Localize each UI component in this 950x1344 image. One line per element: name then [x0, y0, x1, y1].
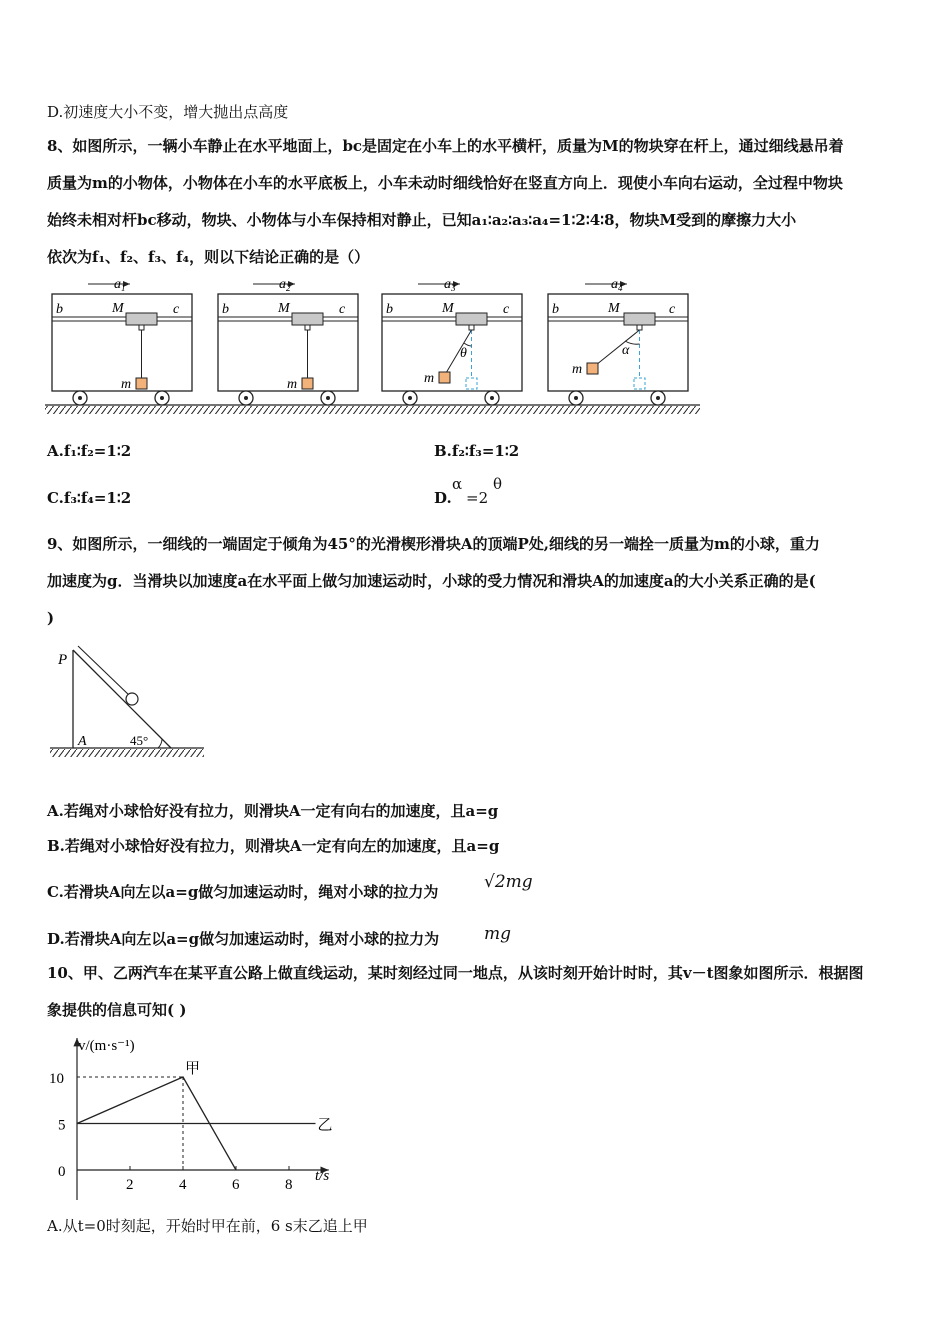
label-M: M — [278, 301, 290, 316]
y-tick-label-5: 5 — [58, 1117, 66, 1134]
label-A: A — [78, 734, 87, 749]
q8-option-d-alpha: α — [452, 475, 463, 493]
label-theta: θ — [460, 346, 467, 361]
q9-line-3: ) — [47, 609, 55, 627]
q10-line-1: 10、甲、乙两汽车在某平直公路上做直线运动，某时刻经过同一地点，从该时刻开始计时时，其v－t图象如图所示．根据图 — [47, 964, 864, 982]
accel-label-a2: $a_2$ — [279, 277, 291, 293]
q8-line-2: 质量为m的小物体，小物体在小车的水平底板上，小车未动时细线恰好在竖直方向上．现使小车向右运动，全过程中物块 — [47, 174, 843, 192]
q8-option-d-theta: θ — [493, 475, 503, 493]
series-label-jia: 甲 — [185, 1061, 201, 1077]
q8-line-3: 始终未相对杆bc移动，物块、小物体与小车保持相对静止，已知a₁∶a₂∶a₃∶a₄=1∶2∶4∶8，物块M受到的摩擦力大小 — [47, 211, 797, 229]
y-tick-label-10: 10 — [49, 1071, 64, 1087]
x-tick-label-8: 8 — [285, 1177, 293, 1193]
q8-option-c: C.f₃∶f₄=1∶2 — [47, 489, 132, 507]
accel-label-a1: $a_1$ — [114, 277, 126, 293]
label-m: m — [287, 377, 298, 392]
label-M: M — [112, 301, 124, 316]
q8-option-a: A.f₁∶f₂=1∶2 — [47, 442, 132, 460]
q9-line-2: 加速度为g．当滑块以加速度a在水平面上做匀加速运动时，小球的受力情况和滑块A的加速度a的大小关系正确的是( — [47, 572, 816, 590]
q10-line-2: 象提供的信息可知( ) — [47, 1001, 187, 1019]
label-c: c — [339, 302, 346, 317]
cart-1 — [52, 277, 192, 405]
q10-option-a: A.从t=0时刻起，开始时甲在前，6 s末乙追上甲 — [47, 1217, 368, 1235]
cart-2 — [218, 277, 358, 405]
accel-label-a4: $a_4$ — [611, 277, 623, 293]
q9-line-1: 9、如图所示，一细线的一端固定于倾角为45°的光滑楔形滑块A的顶端P处,细线的另一端拴一质量为m的小球，重力 — [47, 535, 820, 553]
label-alpha: α — [622, 343, 630, 358]
accel-label-a3: $a_3$ — [444, 277, 456, 293]
q9-option-c-expr: √2mg — [484, 872, 533, 892]
q9-option-d-expr: mg — [484, 924, 512, 944]
x-tick-label-2: 2 — [126, 1177, 134, 1193]
q8-option-d-prefix: D. — [434, 489, 452, 507]
series-label-yi: 乙 — [317, 1117, 333, 1134]
q8-line-4: 依次为f₁、f₂、f₃、f₄，则以下结论正确的是（） — [47, 248, 370, 266]
q9-option-b: B.若绳对小球恰好没有拉力，则滑块A一定有向左的加速度，且a=g — [47, 837, 500, 855]
chart-ylabel: v/(m·s⁻¹) — [78, 1038, 135, 1054]
q8-option-b: B.f₂∶f₃=1∶2 — [434, 442, 520, 460]
label-m: m — [121, 377, 132, 392]
q9-option-d: D.若滑块A向左以a=g做匀加速运动时，绳对小球的拉力为 — [47, 930, 440, 948]
cart-3 — [382, 277, 522, 405]
q10-vt-chart — [40, 1030, 340, 1210]
label-M: M — [608, 301, 620, 316]
q8-figure — [40, 272, 710, 417]
y-tick-label-0: 0 — [58, 1164, 66, 1180]
label-c: c — [503, 302, 510, 317]
chart-xlabel: t/s — [315, 1168, 330, 1184]
x-tick-label-6: 6 — [232, 1177, 240, 1193]
q8-option-d-eq: =2 — [466, 489, 489, 507]
cart-4 — [548, 277, 688, 405]
label-c: c — [669, 302, 676, 317]
label-M: M — [442, 301, 454, 316]
label-angle: 45° — [130, 733, 149, 748]
q9-option-c: C.若滑块A向左以a=g做匀加速运动时，绳对小球的拉力为 — [47, 883, 439, 901]
label-m: m — [572, 362, 583, 377]
label-P: P — [58, 652, 68, 668]
q9-figure — [46, 638, 211, 763]
label-b: b — [386, 302, 393, 317]
q8-line-1: 8、如图所示，一辆小车静止在水平地面上，bc是固定在小车上的水平横杆，质量为M的物块穿在杆上，通过细线悬吊着 — [47, 137, 844, 155]
x-tick-label-4: 4 — [179, 1177, 187, 1193]
label-b: b — [222, 302, 229, 317]
q9-option-a: A.若绳对小球恰好没有拉力，则滑块A一定有向右的加速度，且a=g — [47, 802, 499, 820]
prev-option-d: D.初速度大小不变，增大抛出点高度 — [47, 103, 289, 121]
label-m: m — [424, 371, 435, 386]
label-b: b — [552, 302, 559, 317]
label-b: b — [56, 302, 63, 317]
label-c: c — [173, 302, 180, 317]
